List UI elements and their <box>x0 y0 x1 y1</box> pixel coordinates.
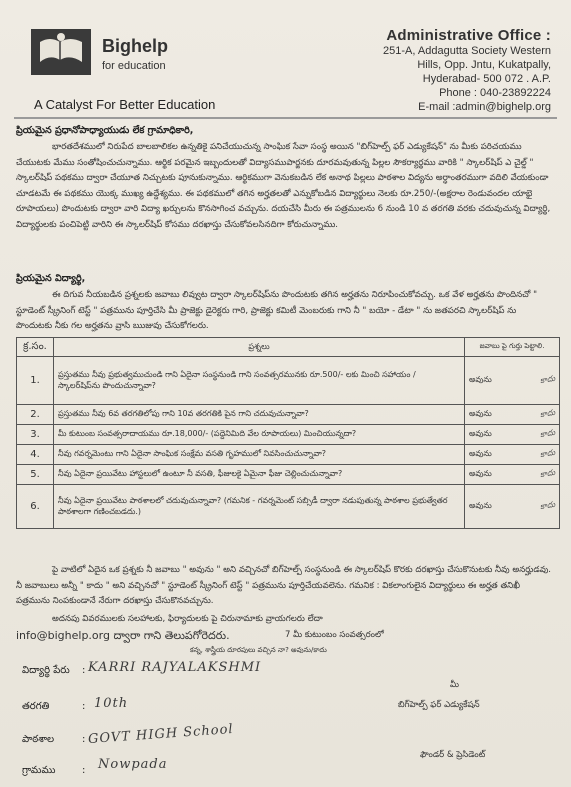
student-name-label: విద్యార్థి పేరు <box>22 665 70 676</box>
answer-cell[interactable] <box>465 445 560 465</box>
email: E-mail :admin@bighelp.org <box>418 101 551 113</box>
bighelp-logo <box>22 22 182 80</box>
answer-no-marked[interactable]: కాదు <box>538 467 556 480</box>
table-row <box>17 445 560 465</box>
row-question: నీవు ఏదైనా ప్రయివేటు హాస్టలులో ఉంటూ నీ వసతి, ఫీజులకై ఏమైనా ఫీజు చెల్లించుచున్నావా? <box>54 465 465 485</box>
row-question: మీ కుటుంబ సంవత్సరాదాయము రూ.18,000/- (పద్దెనిమిది వేల రూపాయలు) మించియున్నదా? <box>54 425 465 445</box>
student-name-field: విద్యార్థి పేరు : <box>22 665 86 676</box>
address-line-2: Hills, Opp. Jntu, Kukatpally, <box>417 59 551 71</box>
sign-off-yours: మీ <box>450 680 459 690</box>
row-question: నీవు గవర్నమెంటు గాని ఏదైనా సాంఘిక సంక్షేమ వసతి గృహములో నివసించుచున్నావా? <box>54 445 465 465</box>
paragraph-intro: భారతదేశములో నిరుపేద బాలబాలికల ఉన్నతికై పనిచేయుచున్న సాంఘిక సేవా సంస్థ అయిన "బిగ్‌హెల్ప్ ఫర్ ఎడ్యుకేషన్" ను మీకు పరిచయము చేయుటకు మేము సంతోషించుచున్నాము. ఆర్థిక పరమైన ఇబ్బందులతో విద్యాసముపార్జనకు దూరమవుతున్న పిల్లల సౌకర్యార్థము వారికి " స్కాలర్‌షిప్ ఎ చైల్డ్ " స్కాలర్‌షిప్ పథకము ద్వారా చేయూత నిచ్చుటకు పూనుకున్నాము. ఆర్థికముగా వెనుకబడిన లేక అనాథ పిల్లలు పాఠశాల విద్యను అర్ధాంతరముగా వదిలి వేయకుండా చూడటమే ఈ పథకము యొక్క ముఖ్య ఉద్దేశ్యము. ఈ పథకములో తగిన అర్హతలతో ఎన్నుకోబడిన విద్యార్థులు నెలకు రూ.250/-(అక్షరాల రెండువందల యాభై రూపాయలు) పొందుటకు ద్వారా వారి విద్యా ఖర్చులను కొనసాగించ వచ్చును. దయచేసి మీరు ఈ పత్రములను 6 నుండి 10 వ తరగతి వరకు చదువుచున్న విద్యార్థి, విద్యార్థులకు పంచిపెట్టి వారిని ఈ స్కాలర్‌షిప్ కోసము దరఖాస్తు చేసుకోవలసినదిగా కోరుచున్నాము. <box>16 142 551 230</box>
answer-yes[interactable]: అవును <box>469 449 492 458</box>
answer-yes[interactable]: అవును <box>469 375 492 384</box>
address-line-3: Hyderabad- 500 072 . A.P. <box>422 73 551 85</box>
office-address <box>341 27 551 114</box>
answer-no-marked[interactable]: కాదు <box>538 427 556 440</box>
contact-email-line: info@bighelp.org ద్వారా గాని తెలుపగోరెదరు. <box>16 629 230 642</box>
logo-subtitle: for education <box>102 60 166 72</box>
row-question: నీవు ఏదైనా ప్రయివేటు పాఠశాలలో చదువుచున్నావా? (గమనిక - గవర్నమెంట్ సబ్సిడీ ద్వారా నడుపుతున్న పాఠశాల ప్రభుత్వేతర పాఠశాలగా గణించబడదు.) <box>54 485 465 529</box>
table-row <box>17 465 560 485</box>
row-sno: 4. <box>17 445 54 465</box>
row-question: ప్రస్తుతము నీవు ప్రభుత్వముచుండి గాని ఏదైనా సంస్థనుండి గాని సంవత్సరమునకు రూ.500/- లకు మించి సహాయం / స్కాలర్‌షిప్‌ను పొందుచున్నావా? <box>54 357 465 405</box>
village-value[interactable]: Nowpada <box>98 757 168 772</box>
answer-no-marked[interactable]: కాదు <box>538 407 556 420</box>
salutation-student: ప్రియమైన విద్యార్థి, <box>16 273 86 284</box>
office-title: Administrative Office : <box>386 27 551 44</box>
header-divider <box>14 117 557 119</box>
school-value[interactable]: GOVT HIGH School <box>87 721 235 748</box>
answer-yes[interactable]: అవును <box>469 501 492 510</box>
class-field: తరగతి : <box>22 701 86 712</box>
side-note-income: 7 మీ కుటుంబం సంవత్సరంలో <box>285 630 384 640</box>
table-row <box>17 405 560 425</box>
side-note-question: కన్న, శాస్త్రీయ దూరపులు వచ్చిన నా? అవును/కాదు <box>190 646 327 654</box>
answer-cell[interactable] <box>465 357 560 405</box>
answer-cell[interactable] <box>465 465 560 485</box>
salutation-headmaster: ప్రియమైన ప్రధానోపాధ్యాయుడు లేక గ్రామాధికారి, <box>16 125 194 136</box>
answer-cell[interactable] <box>465 405 560 425</box>
row-question: ప్రస్తుతము నీవు 6వ తరగతిలోపు గాని 10వ తరగతికి పైన గాని చదువుచున్నావా? <box>54 405 465 425</box>
school-field: పాఠశాల : <box>22 734 86 745</box>
row-sno: 1. <box>17 357 54 405</box>
eligibility-table <box>16 337 560 529</box>
answer-yes[interactable]: అవును <box>469 409 492 418</box>
paragraph-instructions: ఈ దిగువ నీయబడిన ప్రశ్నలకు జవాబు లివ్వుట ద్వారా స్కాలర్‌షిప్‌ను పొందుటకు తగిన అర్హతను నిరూపించుకోవచ్చు. ఒక వేళ అర్హతను పొందినచో " స్టూడెంట్ స్క్రీనింగ్ టెస్ట్ " పత్రమును పూర్తిచేసి మీ ప్రాజెక్టు డైరెక్టరు గారి, ప్రాజెక్టు కమిటీ మెంబరుకు గాని నీ " బయో - డేటా " ను జతపరచి స్కాలర్‌షిప్ ను పొందుటకు నీకు గల అర్హతను వ్రాసి ఋజువు చేసుకోగలరు. <box>16 290 538 331</box>
class-value[interactable]: 10th <box>94 696 129 711</box>
table-row <box>17 425 560 445</box>
village-label: గ్రామము <box>22 765 56 776</box>
class-label: తరగతి <box>22 701 50 712</box>
paragraph-disqualification: పై వాటిలో ఏదైన ఒక ప్రశ్నకు నీ జవాబు " అవును " అని వచ్చినచో బిగ్‌హెల్ప్ సంస్థనుండి ఈ స్కాలర్‌షిప్ కొరకు దరఖాస్తు చేసుకొనుటకు నీవు అనర్హుడవు. నీ జవాబులు అన్నీ " కాదు " అని వచ్చినచో " స్టూడెంట్ స్క్రీనింగ్ టెస్ట్ " పత్రమును పూర్తిచేయవలెను. గమనిక : వికలాంగులైన విద్యార్థులు ఈ అర్హత తనిఖీ పత్రమును నింపకుండానే నేరుగా దరఖాస్తు చేసుకొనవచ్చును. <box>16 565 552 606</box>
answer-cell[interactable] <box>465 425 560 445</box>
row-sno: 2. <box>17 405 54 425</box>
student-name-value[interactable]: KARRI RAJYALAKSHMI <box>88 660 262 675</box>
address-line-1: 251-A, Addagutta Society Western <box>383 45 551 57</box>
answer-no-marked[interactable]: కాదు <box>538 373 556 386</box>
table-row <box>17 485 560 529</box>
col-question: ప్రశ్నలు <box>54 338 465 357</box>
answer-yes[interactable]: అవును <box>469 469 492 478</box>
col-answer: జవాబు పై గుర్తు పెట్టాలి. <box>465 338 560 357</box>
village-field: గ్రామము : <box>22 765 86 776</box>
phone: Phone : 040-23892224 <box>439 87 551 99</box>
table-row <box>17 357 560 405</box>
book-logo-icon <box>30 28 92 76</box>
sign-off-organisation: బిగ్‌హెల్ప్ ఫర్ ఎడ్యుకేషన్ <box>398 700 480 710</box>
row-sno: 6. <box>17 485 54 529</box>
answer-cell[interactable] <box>465 485 560 529</box>
row-sno: 5. <box>17 465 54 485</box>
answer-yes[interactable]: అవును <box>469 429 492 438</box>
school-label: పాఠశాల <box>22 734 55 745</box>
paragraph-contact: అదనపు వివరములకు సలహాలకు, ఫిర్యాదులకు పై చిరునామాకు వ్రాయగలరు లేదా <box>52 614 323 624</box>
row-sno: 3. <box>17 425 54 445</box>
col-sno: క్ర.సం. <box>17 338 54 357</box>
tagline: A Catalyst For Better Education <box>34 97 216 112</box>
answer-no-marked[interactable]: కాదు <box>538 447 556 460</box>
logo-name: Bighelp <box>102 36 168 56</box>
sign-off-founder: ఫౌండర్ & ప్రెసిడెంట్ <box>420 750 486 760</box>
answer-no-marked[interactable]: కాదు <box>538 499 556 512</box>
